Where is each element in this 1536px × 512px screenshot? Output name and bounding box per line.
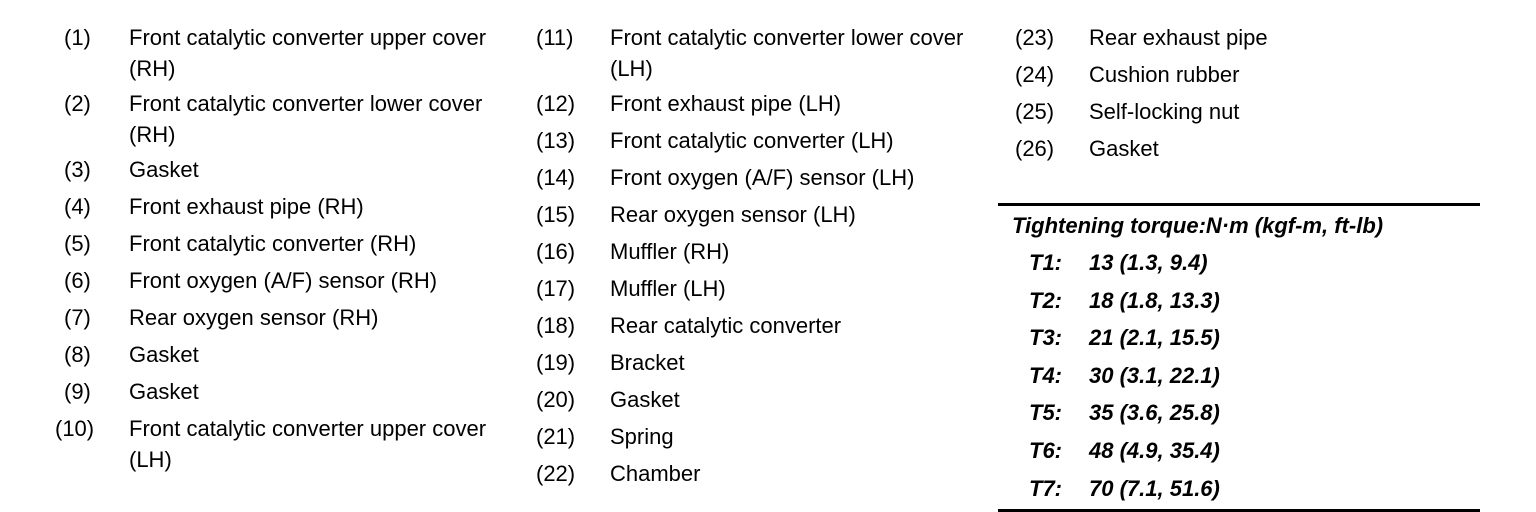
legend-item-number: (25) — [1015, 99, 1055, 124]
legend-item-number: (19) — [536, 350, 576, 375]
torque-code: T7: — [1029, 475, 1062, 501]
torque-value: 18 (1.8, 13.3) — [1089, 287, 1220, 313]
legend-item — [1012, 96, 1482, 127]
legend-item-label: Rear oxygen sensor (RH) — [129, 305, 379, 330]
legend-item-label: Front oxygen (A/F) sensor (LH) — [610, 165, 915, 190]
legend-column-2 — [533, 22, 983, 495]
torque-row — [998, 282, 1480, 320]
torque-table — [998, 203, 1480, 512]
legend-item-number: (12) — [536, 91, 576, 116]
legend-item-label: Rear exhaust pipe — [1089, 25, 1268, 50]
legend-item-number: (5) — [64, 231, 91, 256]
torque-row — [998, 244, 1480, 282]
legend-item-number: (6) — [64, 268, 91, 293]
legend-item — [533, 458, 983, 489]
legend-item-number: (14) — [536, 165, 576, 190]
legend-item-label: Spring — [610, 424, 674, 449]
legend-item-number: (4) — [64, 194, 91, 219]
torque-code: T3: — [1029, 325, 1062, 351]
torque-row — [998, 319, 1480, 357]
legend-item-label: Cushion rubber — [1089, 62, 1240, 87]
legend-item — [533, 162, 983, 193]
legend-item-number: (17) — [536, 276, 576, 301]
legend-item-label: Front catalytic converter (LH) — [610, 128, 894, 153]
legend-item-label: Front catalytic converter upper cover (LH) — [129, 416, 487, 472]
legend-item-number: (3) — [64, 157, 91, 182]
legend-item-label: Front oxygen (A/F) sensor (RH) — [129, 268, 438, 293]
legend-column-3 — [1012, 22, 1482, 170]
legend-item — [1012, 22, 1482, 53]
torque-row — [998, 357, 1480, 395]
legend-column-1 — [52, 22, 502, 479]
legend-item-label: Gasket — [610, 387, 680, 412]
legend-item — [52, 265, 502, 296]
legend-item-label: Rear catalytic converter — [610, 313, 842, 338]
legend-item-number: (7) — [64, 305, 91, 330]
legend-item-label: Self-locking nut — [1089, 99, 1240, 124]
legend-item-label: Gasket — [1089, 136, 1159, 161]
torque-value: 13 (1.3, 9.4) — [1089, 250, 1208, 275]
legend-item — [533, 273, 983, 304]
legend-item — [533, 125, 983, 156]
legend-item-number: (1) — [64, 25, 91, 50]
legend-item — [533, 347, 983, 378]
legend-item — [1012, 133, 1482, 164]
torque-code: T5: — [1029, 400, 1062, 426]
torque-row — [998, 394, 1480, 432]
legend-item-label: Front exhaust pipe (RH) — [129, 194, 364, 219]
legend-item-label: Rear oxygen sensor (LH) — [610, 202, 856, 227]
legend-item-label: Front catalytic converter (RH) — [129, 231, 417, 256]
legend-item — [52, 191, 502, 222]
legend-item-label: Front exhaust pipe (LH) — [610, 91, 842, 116]
legend-item-number: (2) — [64, 91, 91, 116]
torque-code: T2: — [1029, 287, 1062, 313]
torque-table-title: Tightening torque:N·m (kgf-m, ft-lb) — [1012, 213, 1384, 238]
torque-row — [998, 432, 1480, 470]
legend-item — [52, 302, 502, 333]
torque-value: 48 (4.9, 35.4) — [1089, 437, 1220, 463]
legend-item-number: (15) — [536, 202, 576, 227]
legend-item-number: (21) — [536, 424, 576, 449]
legend-item-label: Muffler (RH) — [610, 239, 730, 264]
legend-item-label: Front catalytic converter upper cover (RH) — [129, 25, 487, 81]
torque-code: T1: — [1029, 250, 1062, 275]
torque-value: 70 (7.1, 51.6) — [1089, 475, 1220, 501]
legend-item-label: Front catalytic converter lower cover (RH) — [129, 91, 483, 147]
legend-item — [533, 236, 983, 267]
legend-item — [52, 22, 502, 84]
torque-code: T4: — [1029, 362, 1062, 388]
legend-item-number: (22) — [536, 461, 576, 486]
legend-item — [52, 88, 502, 150]
legend-item — [533, 421, 983, 452]
legend-item — [533, 310, 983, 341]
legend-item-label: Gasket — [129, 342, 199, 367]
legend-item — [533, 22, 983, 84]
legend-item — [1012, 59, 1482, 90]
legend-item-number: (24) — [1015, 62, 1055, 87]
legend-item — [533, 88, 983, 119]
torque-row — [998, 470, 1480, 508]
legend-item-number: (11) — [536, 25, 574, 50]
legend-item-label: Gasket — [129, 379, 199, 404]
legend-item-label: Muffler (LH) — [610, 276, 726, 301]
torque-value: 35 (3.6, 25.8) — [1089, 400, 1220, 426]
legend-item-number: (23) — [1015, 25, 1055, 50]
legend-item-label: Chamber — [610, 461, 701, 486]
legend-item — [52, 154, 502, 185]
legend-item — [533, 199, 983, 230]
legend-item-number: (16) — [536, 239, 576, 264]
legend-item-number: (13) — [536, 128, 576, 153]
legend-item-label: Front catalytic converter lower cover (LH) — [610, 25, 964, 81]
legend-item-number: (20) — [536, 387, 576, 412]
torque-code: T6: — [1029, 437, 1062, 463]
legend-item — [52, 339, 502, 370]
legend-item-number: (26) — [1015, 136, 1055, 161]
legend-item — [52, 413, 502, 475]
legend-item-label: Bracket — [610, 350, 685, 375]
torque-value: 21 (2.1, 15.5) — [1089, 325, 1220, 351]
legend-item — [533, 384, 983, 415]
legend-item-label: Gasket — [129, 157, 199, 182]
legend-item — [52, 376, 502, 407]
legend-item-number: (10) — [55, 416, 95, 441]
legend-item — [52, 228, 502, 259]
torque-value: 30 (3.1, 22.1) — [1089, 362, 1220, 388]
legend-item-number: (8) — [64, 342, 91, 367]
legend-item-number: (18) — [536, 313, 576, 338]
legend-item-number: (9) — [64, 379, 91, 404]
